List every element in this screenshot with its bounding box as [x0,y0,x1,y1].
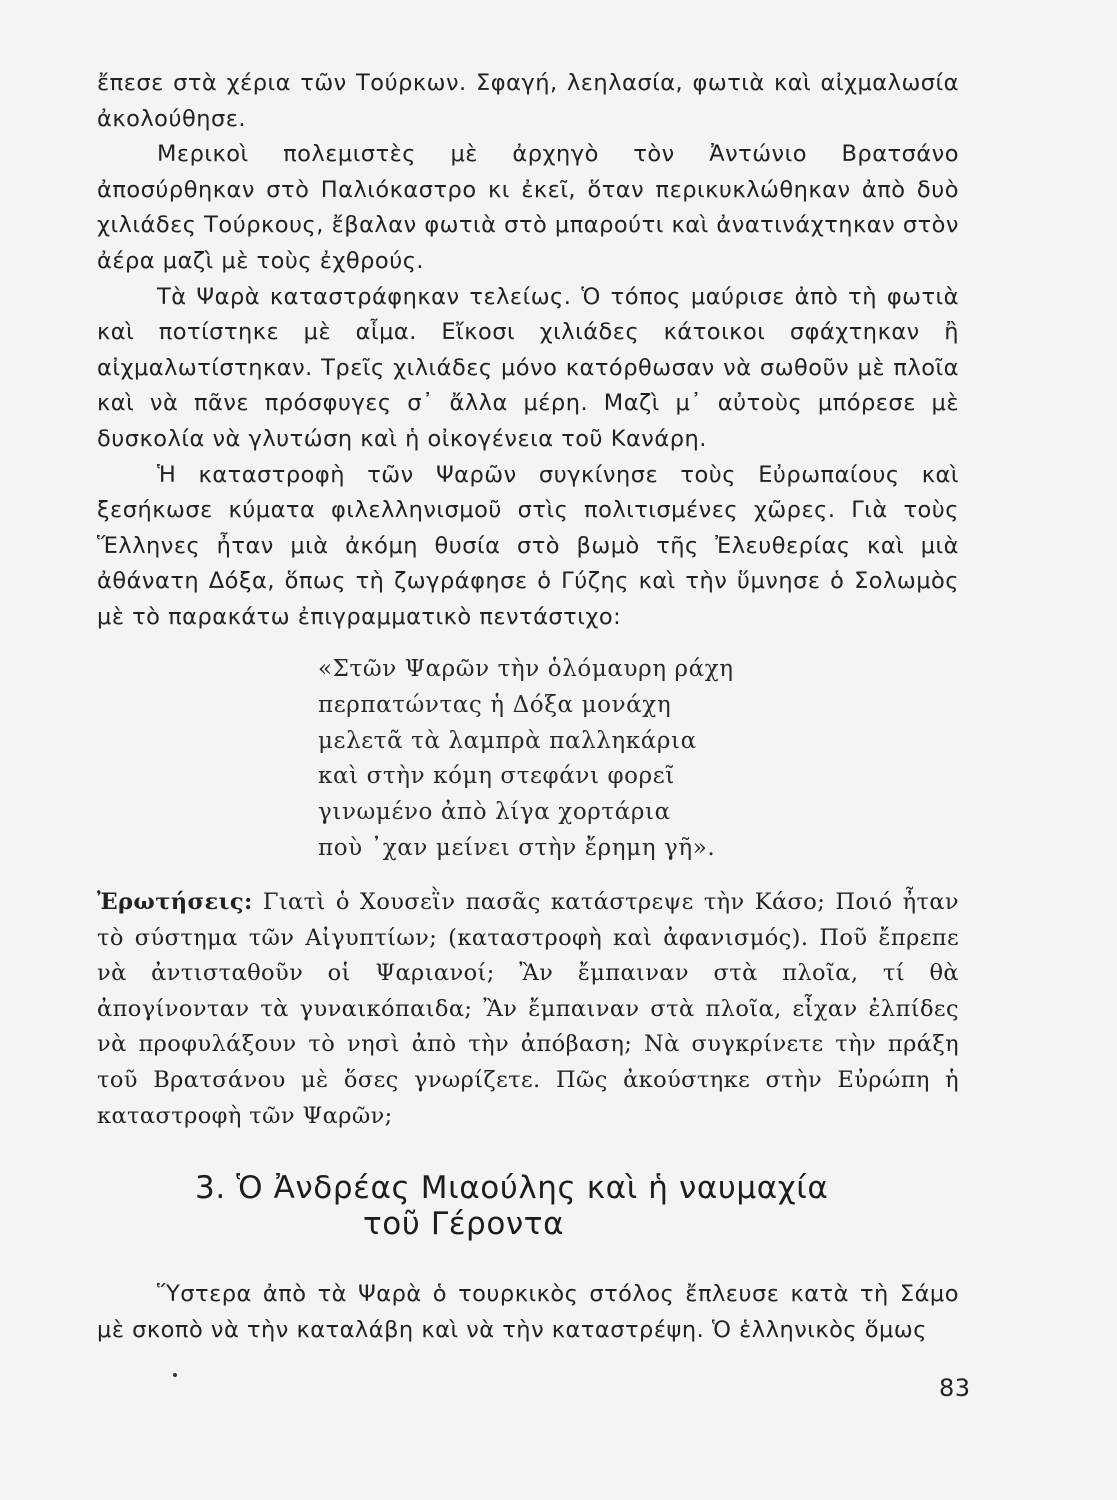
questions-label: Ἐρωτήσεις: [97,889,253,915]
poem-line: περπατώντας ἡ Δόξα μονάχη [318,691,672,718]
questions-section [97,885,959,1134]
body-text-bottom [97,1277,959,1348]
paragraph: Τὰ Ψαρὰ καταστράφηκαν τελείως. Ὁ τόπος μαύρισε ἀπὸ τὴ φωτιὰ καὶ ποτίστηκε μὲ αἷμα. Εἴκοσι χιλιάδες κάτοικοι σφάχτηκαν ἢ αἰχμαλωτίστηκαν. Τρεῖς χιλιάδες μόνο κατόρθωσαν νὰ σωθοῦν μὲ πλοῖα καὶ νὰ πᾶνε πρόσφυγες σ᾿ ἄλλα μέρη. Μαζὶ μ᾿ αὐτοὺς μπόρεσε μὲ δυσκολία νὰ γλυτώση καὶ ἡ οἰκογένεια τοῦ Κανάρη. [97,283,959,452]
poem-line: μελετᾶ τὰ λαμπρὰ παλληκάρια [318,727,697,754]
poem-line: καὶ στὴν κόμη στεφάνι φορεῖ [318,763,675,790]
stray-dot-mark [173,1373,177,1377]
paragraph: Μερικοὶ πολεμιστὲς μὲ ἀρχηγὸ τὸν Ἀντώνιο Βρατσάνο ἀποσύρθηκαν στὸ Παλιόκαστρο κι ἐκεῖ, ὅταν περικυκλώθηκαν ἀπὸ δυὸ χιλιάδες Τούρκους, ἔβαλαν φωτιὰ στὸ μπαρούτι καὶ ἀνατινάχτηκαν στὸν ἀέρα μαζὶ μὲ τοὺς ἐχθρούς. [97,141,959,274]
paragraph: Ἡ καταστροφὴ τῶν Ψαρῶν συγκίνησε τοὺς Εὐρωπαίους καὶ ξεσήκωσε κύματα φιλελληνισμοῦ στὶς πολιτισμένες χῶρες. Γιὰ τοὺς Ἕλληνες ἦταν μιὰ ἀκόμη θυσία στὸ βωμὸ τῆς Ἐλευθερίας καὶ μιὰ ἀθάνατη Δόξα, ὅπως τὴ ζωγράφησε ὁ Γύζης καὶ τὴν ὕμνησε ὁ Σολωμὸς μὲ τὸ παρακάτω ἐπιγραμματικὸ πεντάστιχο: [97,461,959,630]
poem-line: γινωμένο ἀπὸ λίγα χορτάρια [318,799,671,826]
body-text-top [97,66,959,636]
poem [318,652,838,867]
page-number: 83 [939,1374,971,1402]
questions-text: Γιατὶ ὁ Χουσεῒν πασᾶς κατάστρεψε τὴν Κάσο; Ποιό ἦταν τὸ σύστημα τῶν Αἰγυπτίων; (καταστροφὴ καὶ ἀφανισμός). Ποῦ ἔπρεπε νὰ ἀντισταθοῦν οἱ Ψαριανοί; Ἂν ἔμπαιναν στὰ πλοῖα, τί θὰ ἀπογίνονταν τὰ γυναικόπαιδα; Ἂν ἔμπαιναν στὰ πλοῖα, εἶχαν ἐλπίδες νὰ προφυλάξουν τὸ νησὶ ἀπὸ τὴν ἀπόβαση; Νὰ συγκρίνετε τὴν πράξη τοῦ Βρατσάνου μὲ ὅσες γνωρίζετε. Πῶς ἀκούστηκε στὴν Εὐρώπη ἡ καταστροφὴ τῶν Ψαρῶν; [97,889,959,1129]
section-heading-line-2: τοῦ Γέροντα [363,1206,565,1242]
poem-line: ποὺ ᾿χαν μείνει στὴν ἔρημη γῆ». [318,834,716,861]
paragraph: Ὕστερα ἀπὸ τὰ Ψαρὰ ὁ τουρκικὸς στόλος ἔπλευσε κατὰ τὴ Σάμο μὲ σκοπὸ νὰ τὴν καταλάβη καὶ νὰ τὴν καταστρέψη. Ὁ ἑλληνικὸς ὅμως [97,1281,959,1343]
section-heading [195,1170,915,1242]
paragraph: ἔπεσε στὰ χέρια τῶν Τούρκων. Σφαγή, λεηλασία, φωτιὰ καὶ αἰχμαλωσία ἀκολούθησε. [97,70,959,132]
poem-line: «Στῶν Ψαρῶν τὴν ὁλόμαυρη ράχη [318,656,734,682]
section-heading-line-1: 3. Ὁ Ἀνδρέας Μιαούλης καὶ ἡ ναυμαχία [195,1170,829,1206]
